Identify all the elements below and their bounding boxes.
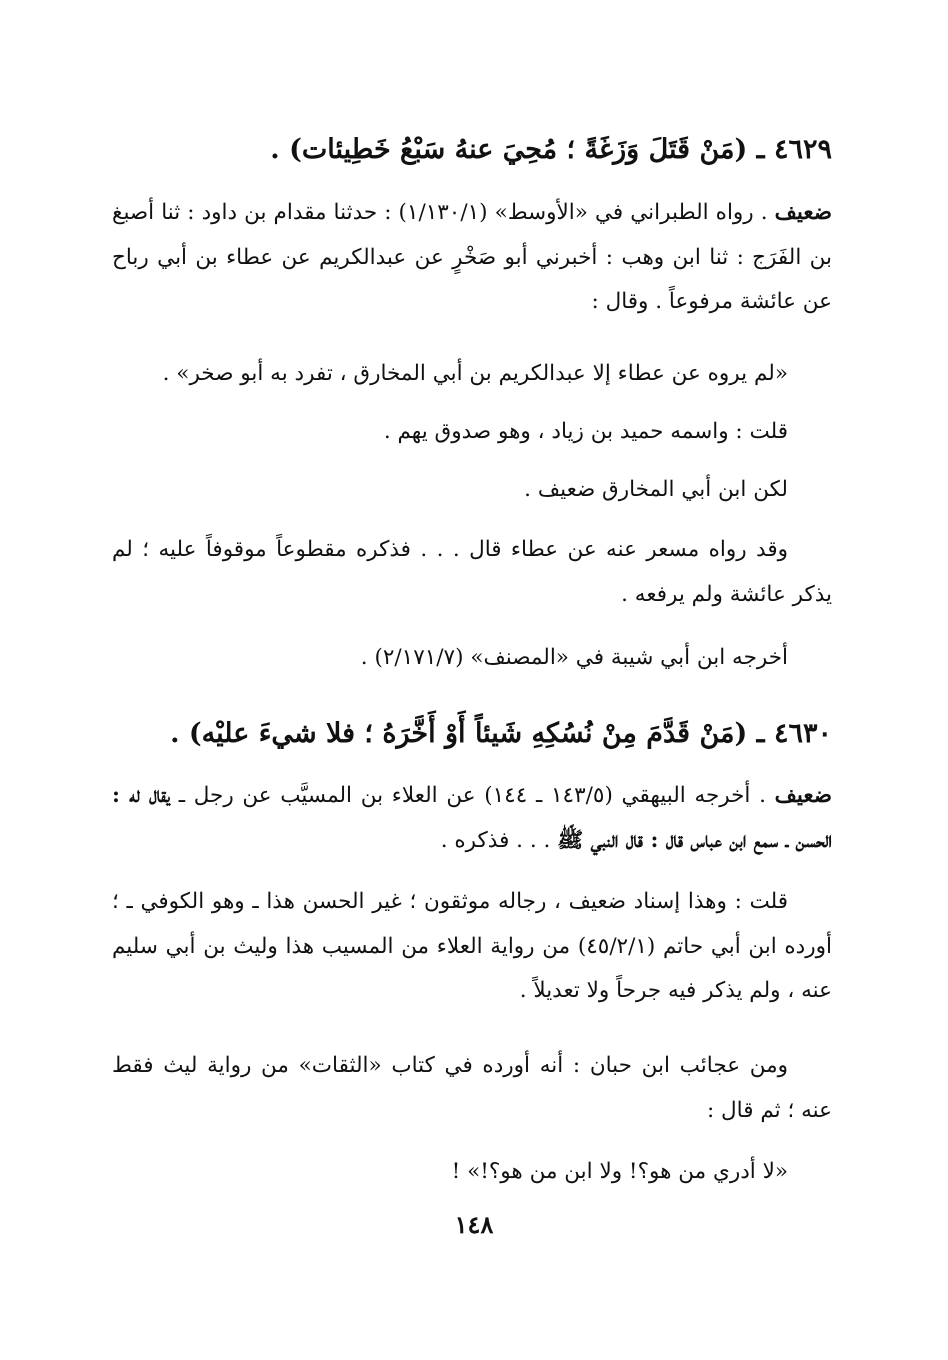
note-isnad-analysis: قلت : وهذا إسناد ضعيف ، رجاله موثقون ؛ غير الحسن هذا ـ وهو الكوفي ـ ؛ أورده ابن أبي حاتم (٤٥/٢/١) من رواية العلاء من المسيب هذا وليث بن أبي سليم عنه ، ولم يذكر فيه جرحاً ولا تعديلاً .	[112, 889, 832, 1003]
page-number: ١٤٨	[454, 1210, 494, 1239]
ibn-hibban-quote: «لا أدري من هو؟! ولا ابن من هو؟!» !	[451, 1159, 788, 1184]
hadith-4630-takhrij	[112, 774, 832, 863]
grade-label: ضعيف	[774, 200, 832, 225]
takhrij-text-c: . . . فذكره .	[440, 827, 558, 853]
hadith-4630-heading: ٤٦٣٠ ـ (مَنْ قَدَّمَ مِنْ نُسُكِهِ شَيئاً أَوْ أَخَّرَهُ ؛ فلا شيءَ عليْه) .	[170, 718, 832, 749]
note-misar-narration: وقد رواه مسعر عنه عن عطاء قال . . . فذكره مقطوعاً موقوفاً عليه ؛ لم يذكر عائشة ولم يرفعه .	[112, 537, 832, 607]
takhrij-text-a: . أخرجه البيهقي (١٤٣/٥ ـ ١٤٤) عن العلاء بن المسيَّب عن رجل ـ	[170, 783, 775, 808]
takhrij-text: . رواه الطبراني في «الأوسط» (١/١٣٠/١) : حدثنا مقدام بن داود : ثنا أصبغ بن الفَرَج : ثنا ابن وهب : أخبرني أبو صَخْرٍ عن عبدالكريم عن عطاء بن أبي رباح عن عائشة مرفوعاً . وقال :	[112, 200, 832, 314]
takhrij-text-b: يقال له : الحسن ـ سمع ابن عباس قال : قال النبي ﷺ	[112, 783, 832, 853]
tabarani-quote: «لم يروه عن عطاء إلا عبدالكريم بن أبي المخارق ، تفرد به أبو صخر» .	[162, 361, 788, 386]
hadith-4629-takhrij	[112, 191, 832, 325]
note-ibn-abi-shaybah: أخرجه ابن أبي شيبة في «المصنف» (٢/١٧١/٧) .	[360, 645, 788, 670]
hadith-4629-heading: ٤٦٢٩ ـ (مَنْ قَتَلَ وَزَغَةً ؛ مُحِيَ عنهُ سَبْعُ خَطِيئات) .	[270, 134, 832, 165]
note-narrator-name: قلت : واسمه حميد بن زياد ، وهو صدوق يهم .	[383, 419, 788, 444]
note-weak-narrator: لكن ابن أبي المخارق ضعيف .	[524, 477, 788, 502]
note-ibn-hibban: ومن عجائب ابن حبان : أنه أورده في كتاب «الثقات» من رواية ليث فقط عنه ؛ ثم قال :	[112, 1053, 832, 1123]
grade-label: ضعيف	[774, 783, 833, 808]
